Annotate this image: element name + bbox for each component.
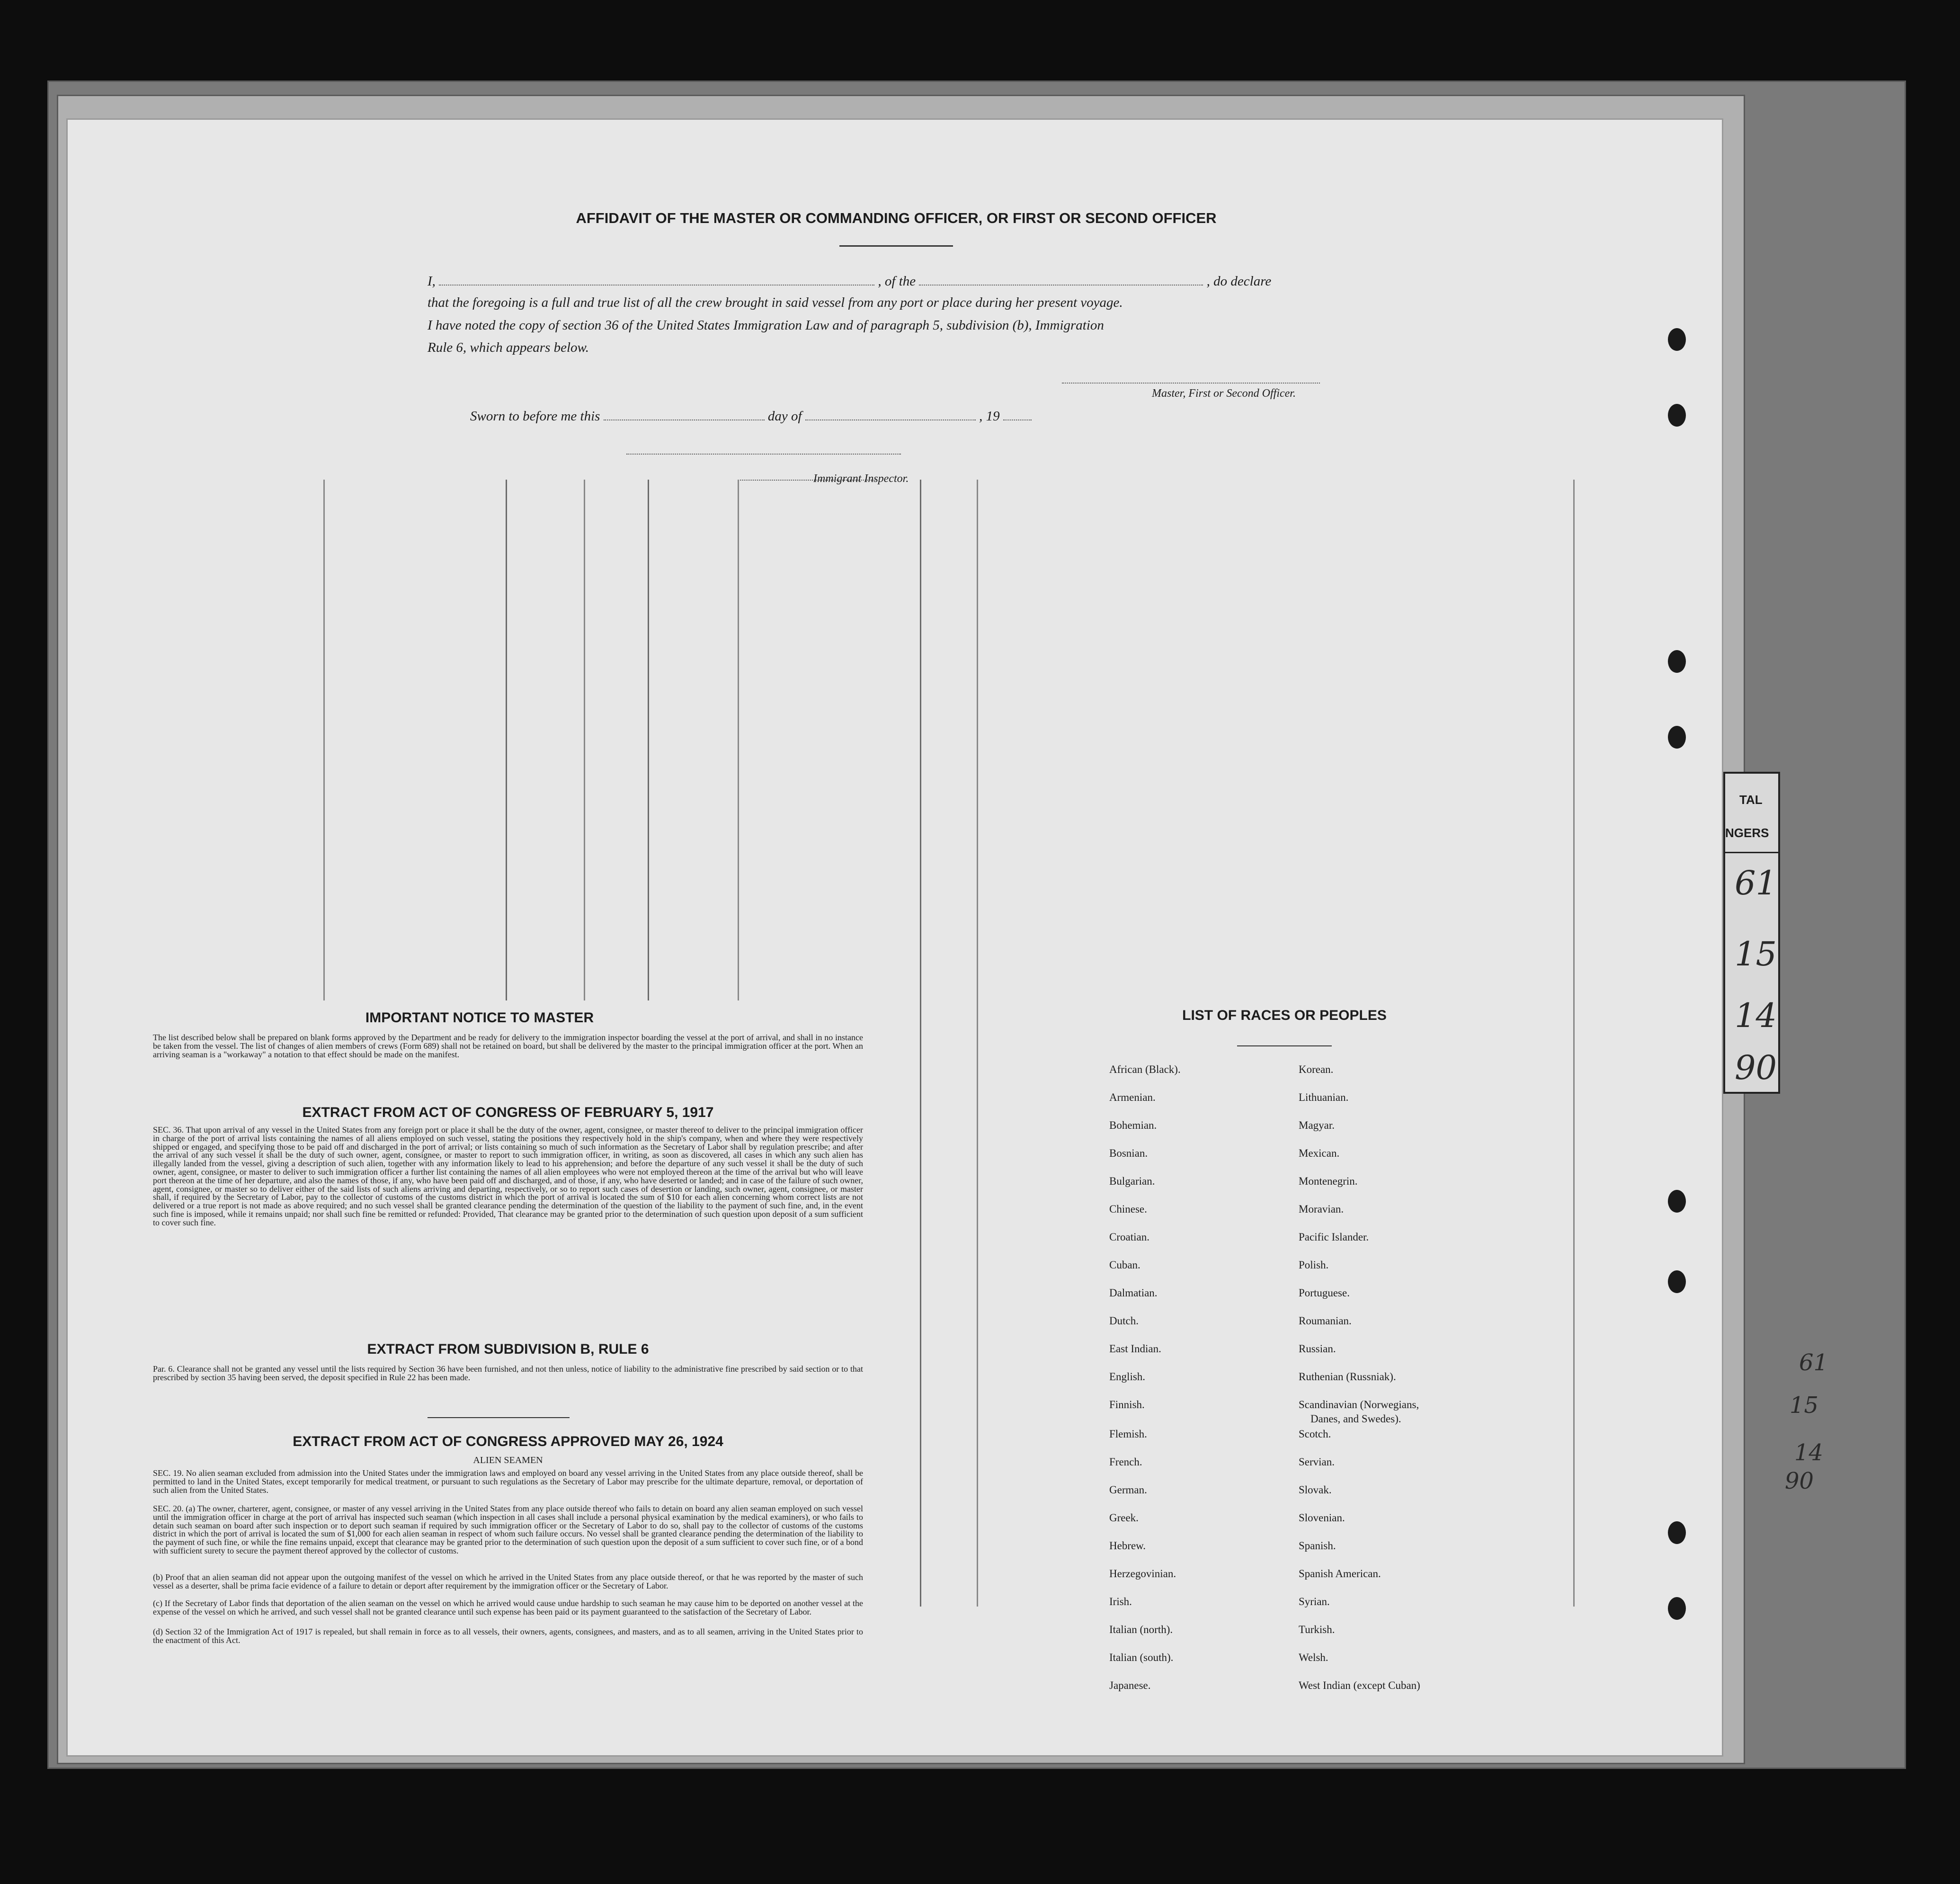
race-item: French. [1109, 1456, 1142, 1468]
affidavit-line2: that the foregoing is a full and true list of all the crew brought in said vessel from any port or place during her present voyage. [428, 295, 1123, 310]
year-label: , 19 [979, 409, 1000, 424]
extract-1917-title: EXTRACT FROM ACT OF CONGRESS OF FEBRUARY 5, 1917 [302, 1105, 714, 1120]
race-item: Bulgarian. [1109, 1175, 1155, 1187]
race-item: Italian (south). [1109, 1652, 1174, 1663]
binder-hole [1668, 650, 1686, 673]
margin-note: 14 [1794, 1439, 1824, 1466]
race-item: Bosnian. [1109, 1147, 1148, 1159]
extract-1924-sec19: SEC. 19. No alien seaman excluded from admission into the United States under the immigration laws and employed on board any vessel arriving in the United States from any place outside thereof, shall be permitted to land in the United States, except temporarily for medical treatment, or pursuant to such regulations as the Secretary of Labor may prescribe for the ultimate departure, removal, or deportation of such alien from the United States. [153, 1468, 863, 1495]
notice-title: IMPORTANT NOTICE TO MASTER [365, 1010, 594, 1026]
stamp-entry: 14 [1735, 996, 1777, 1035]
race-item: Herzegovinian. [1109, 1568, 1176, 1580]
race-item: English. [1109, 1371, 1146, 1383]
totals-stamp [1723, 772, 1780, 1094]
race-item: Flemish. [1109, 1428, 1147, 1440]
race-item: Hebrew. [1109, 1540, 1146, 1552]
signature-line[interactable] [1062, 383, 1320, 384]
race-item: Pacific Islander. [1299, 1231, 1369, 1243]
race-item: Roumanian. [1299, 1315, 1352, 1327]
binder-hole [1668, 1597, 1686, 1620]
affidavit-title: AFFIDAVIT OF THE MASTER OR COMMANDING OFFICER, OR FIRST OR SECOND OFFICER [576, 210, 1217, 226]
day-of-label: day of [767, 409, 802, 424]
stamp-entry: 61 [1735, 864, 1777, 902]
race-item: Welsh. [1299, 1652, 1328, 1663]
race-item: East Indian. [1109, 1343, 1161, 1355]
binder-hole [1668, 404, 1686, 427]
race-item: Russian. [1299, 1343, 1336, 1355]
column-line [1573, 480, 1575, 1607]
affidavit-line1 [428, 274, 1327, 289]
race-item: Servian. [1299, 1456, 1335, 1468]
binder-hole [1668, 328, 1686, 351]
race-item: Ruthenian (Russniak). [1299, 1371, 1396, 1383]
race-item: Spanish. [1299, 1540, 1336, 1552]
race-item: Turkish. [1299, 1624, 1335, 1635]
race-item: West Indian (except Cuban) [1299, 1679, 1420, 1691]
do-declare-label: , do declare [1206, 274, 1272, 289]
race-item: African (Black). [1109, 1063, 1181, 1075]
column-line [506, 480, 507, 1000]
race-item: Scotch. [1299, 1428, 1331, 1440]
stamp-line2: NGERS [1725, 826, 1769, 840]
column-line [920, 480, 921, 1607]
affidavit-line3: I have noted the copy of section 36 of the United States Immigration Law and of paragraph 5, subdivision (b), Immigration [428, 318, 1104, 333]
notice-body: The list described below shall be prepared on blank forms approved by the Department and be ready for delivery to the immigration inspector boarding the vessel at the port of arrival, and shall in no instance be taken from the vessel. The list of changes of alien members of crews (Form 689) shall not be retained on board, but shall be delivered by the master to the principal immigration officer at the port. When an arriving seaman is a "workaway" a notation to that effect should be made on the manifest. [153, 1033, 863, 1059]
of-the-label: , of the [878, 274, 916, 289]
signature-caption: Master, First or Second Officer. [1152, 387, 1296, 400]
margin-note: 15 [1790, 1392, 1819, 1419]
extract-1924-sec20a: SEC. 20. (a) The owner, charterer, agent, consignee, or master of any vessel arriving in the United States from any place outside thereof who fails to detain on board any alien seaman employed on such vessel until the immigration officer in charge at the port of arrival has inspected such seaman (which inspection in all cases shall include a personal physical examination by the medical examiners), or who fails to detain such seaman on board after such inspection or to deport such seaman if required by such immigration officer or the Secretary of Labor to do so, shall pay to the collector of customs of the customs district in which the port of arrival is located the sum of $1,000 for each alien seaman in respect of whom such failure occurs. No vessel shall be granted clearance pending the determination of the liability to the payment of such fine, or while the fine remains unpaid, except that clearance may be granted prior to the determination of such question upon the deposit of a sum sufficient to cover such fine, or of a bond with sufficient surety to secure the payment thereof approved by the collector of customs. [153, 1504, 863, 1555]
stamp-entry: 15 [1735, 935, 1777, 973]
race-item: Chinese. [1109, 1203, 1147, 1215]
race-item: Lithuanian. [1299, 1091, 1349, 1103]
race-item: Finnish. [1109, 1399, 1145, 1411]
race-item: Slovak. [1299, 1484, 1332, 1496]
extract-rule6-body: Par. 6. Clearance shall not be granted any vessel until the lists required by Section 36 have been furnished, and not then unless, notice of liability to the administrative fine prescribed by said section or to that prescribed by section 35 having been served, the deposit specified in Rule 22 has been made. [153, 1364, 863, 1382]
margin-note: 90 [1785, 1468, 1814, 1494]
affidavit-line4: Rule 6, which appears below. [428, 340, 589, 355]
race-item: Croatian. [1109, 1231, 1149, 1243]
sworn-label: Sworn to before me this [470, 409, 600, 424]
race-item: Slovenian. [1299, 1512, 1345, 1524]
column-line [648, 480, 649, 1000]
vessel-field[interactable] [919, 285, 1203, 286]
race-item: Japanese. [1109, 1679, 1151, 1691]
form-page [66, 118, 1723, 1757]
binder-hole [1668, 1521, 1686, 1544]
race-item: Polish. [1299, 1259, 1329, 1271]
inspector-signature-line[interactable] [626, 454, 901, 455]
column-line [738, 480, 739, 1000]
race-item: Cuban. [1109, 1259, 1140, 1271]
races-title: LIST OF RACES OR PEOPLES [1182, 1008, 1387, 1023]
binder-hole [1668, 726, 1686, 749]
race-item: German. [1109, 1484, 1147, 1496]
race-item: Syrian. [1299, 1596, 1330, 1607]
column-line [977, 480, 978, 1607]
race-item: Scandinavian (Norwegians, [1299, 1399, 1419, 1411]
race-item: Mexican. [1299, 1147, 1340, 1159]
extract-1924-sec20b: (b) Proof that an alien seaman did not appear upon the outgoing manifest of the vessel on which he arrived in the United States from any place outside thereof, or that he was reported by the master of such vessel as a deserter, shall be prima facie evidence of a failure to detain or deport after requirement by the immigration officer or the Secretary of Labor. [153, 1572, 863, 1590]
binder-hole [1668, 1190, 1686, 1213]
race-item: Moravian. [1299, 1203, 1344, 1215]
race-item: Armenian. [1109, 1091, 1156, 1103]
sworn-line [470, 409, 1086, 424]
margin-note: 61 [1799, 1349, 1828, 1376]
extract-1924-title: EXTRACT FROM ACT OF CONGRESS APPROVED MAY 26, 1924 [293, 1434, 723, 1449]
stamp-line1: TAL [1739, 793, 1763, 807]
extract-1924-sec20c: (c) If the Secretary of Labor finds that deportation of the alien seaman on the vessel on which he arrived would cause undue hardship to such seaman he may cause him to be deported on another vessel at the expense of the vessel on which he arrived, and such vessel shall not be granted clearance until such expense has been paid or its payment guaranteed to the satisfaction of the Secretary of Labor. [153, 1598, 863, 1616]
race-item: Italian (north). [1109, 1624, 1173, 1635]
race-item: Bohemian. [1109, 1119, 1157, 1131]
race-item: Greek. [1109, 1512, 1139, 1524]
race-item: Danes, and Swedes). [1310, 1413, 1401, 1425]
inspector-caption: Immigrant Inspector. [813, 473, 909, 485]
race-item: Spanish American. [1299, 1568, 1381, 1580]
extract-1924-subtitle: ALIEN SEAMEN [473, 1455, 543, 1465]
race-item: Portuguese. [1299, 1287, 1350, 1299]
binder-hole [1668, 1270, 1686, 1293]
stamp-entry: 90 [1735, 1048, 1777, 1087]
section-divider [428, 1417, 570, 1418]
race-item: Dutch. [1109, 1315, 1139, 1327]
extract-rule6-title: EXTRACT FROM SUBDIVISION B, RULE 6 [367, 1341, 649, 1357]
race-item: Magyar. [1299, 1119, 1335, 1131]
extract-1917-body: SEC. 36. That upon arrival of any vessel in the United States from any foreign port or place it shall be the duty of the owner, agent, consignee, or master thereof to deliver to the principal immigration officer in charge of the port of arrival lists containing the names of all aliens employed on such vessel, stating the positions they respectively hold in the ship's company, when and where they were respectively shipped or engaged, and specifying those to be paid off and discharged in the port of arrival; or lists containing so much of such information as the Secretary of Labor shall by regulation prescribe; and after the arrival of any such vessel it shall be the duty of such owner, agent, consignee, or master to report to such immigration officer, in writing, as soon as discovered, all cases in which any such alien has illegally landed from the vessel, giving a description of such alien, together with any information likely to lead to his apprehension; and before the departure of any such vessel it shall be the duty of such owner, agent, consignee, or master to deliver to such immigration officer a further list containing the names of all alien employees who were not employed thereon at the time of the arrival but who will leave port thereon at the time of her departure, and also the names of those, if any, who have been paid off and discharged, and of those, if any, who have deserted or landed; and in case of the failure of such owner, agent, consignee, or master so to deliver either of the said lists of such aliens arriving and departing, respectively, or so to report such cases of desertion or landing, such owner, agent, consignee, or master shall, if required by the Secretary of Labor, pay to the collector of customs of the customs district in which the port of arrival is located the sum of $10 for each alien concerning whom correct lists are not delivered or a true report is not made as above required; and no such vessel shall be granted clearance pending the determination of the question of the liability to the payment of such fine, and, in the event such fine is imposed, while it remains unpaid; nor shall such fine be remitted or refunded: Provided, That clearance may be granted prior to the determination of such question upon deposit of a sum sufficient to cover such fine. [153, 1125, 863, 1227]
name-field[interactable] [439, 285, 874, 286]
race-item: Dalmatian. [1109, 1287, 1158, 1299]
extract-1924-sec20d: (d) Section 32 of the Immigration Act of 1917 is repealed, but shall remain in force as to all vessels, their owners, agents, consignees, and masters, and as to all seamen, arriving in the United States prior to the enactment of this Act. [153, 1627, 863, 1645]
race-item: Korean. [1299, 1063, 1334, 1075]
race-item: Montenegrin. [1299, 1175, 1358, 1187]
races-underline [1237, 1045, 1332, 1046]
column-line [584, 480, 585, 1000]
title-underline [839, 245, 953, 247]
race-item: Irish. [1109, 1596, 1132, 1607]
column-line [323, 480, 325, 1000]
i-label: I, [428, 274, 436, 289]
